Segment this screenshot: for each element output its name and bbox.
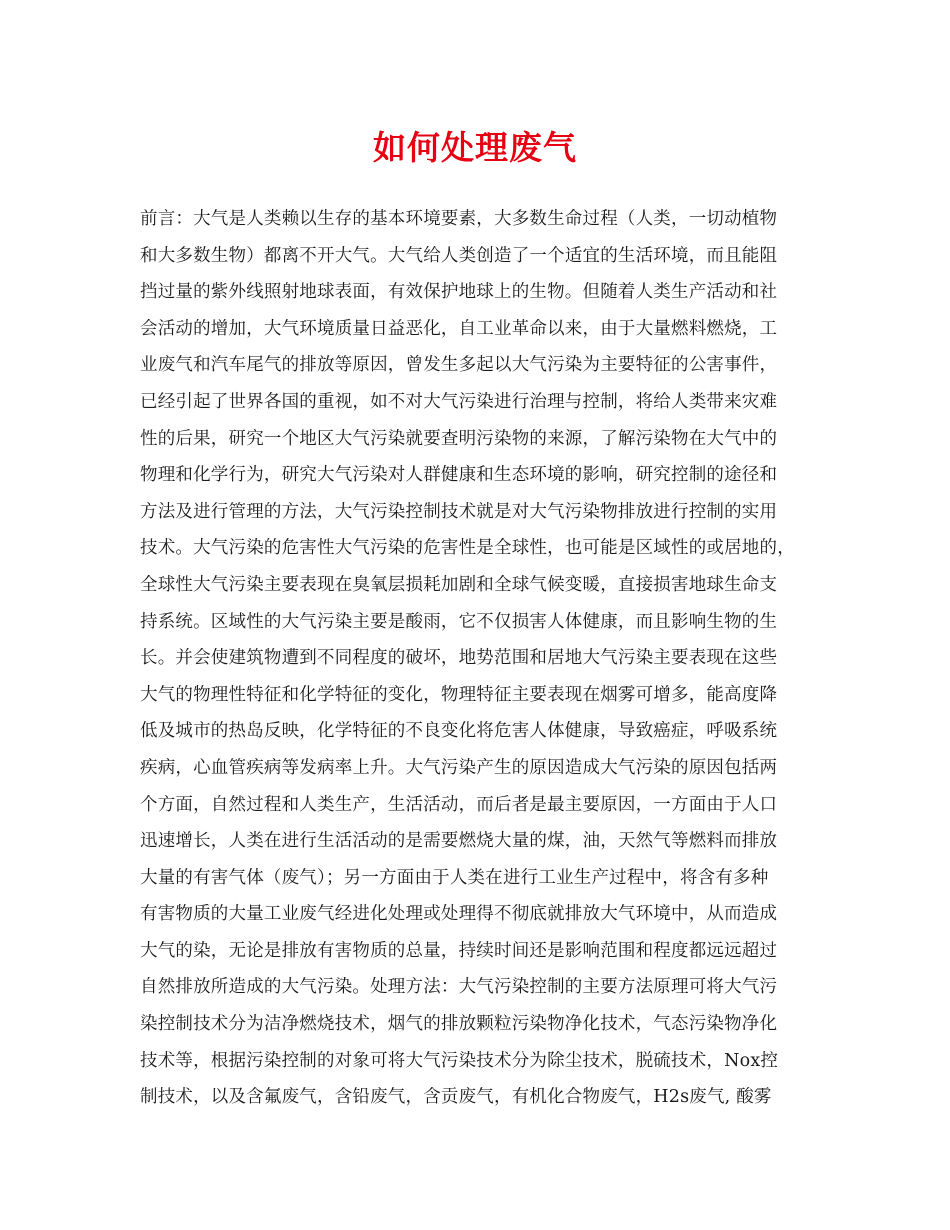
text-line: 染控制技术分为洁净燃烧技术，烟气的排放颗粒污染物净化技术，气态污染物净化 <box>140 1014 778 1035</box>
text-line: 长。并会使建筑物遭到不同程度的破坏，地势范围和居地大气污染主要表现在这些 <box>140 648 778 669</box>
text-line: 会活动的增加，大气环境质量日益恶化，自工业革命以来，由于大量燃料燃烧，工 <box>140 318 778 339</box>
text-line: 和大多数生物）都离不开大气。大气给人类创造了一个适宜的生活环境，而且能阻 <box>140 245 778 266</box>
text-line: 低及城市的热岛反映，化学特征的不良变化将危害人体健康，导致癌症，呼吸系统 <box>140 721 778 742</box>
text-line: 方法及进行管理的方法，大气污染控制技术就是对大气污染物排放进行控制的实用 <box>140 501 778 522</box>
text-line: 性的后果，研究一个地区大气污染就要查明污染物的来源，了解污染物在大气中的 <box>140 428 778 449</box>
text-line: 技术等，根据污染控制的对象可将大气污染技术分为除尘技术，脱硫技术，Nox控 <box>140 1050 779 1071</box>
text-line: 迅速增长，人类在进行生活活动的是需要燃烧大量的煤，油，天然气等燃料而排放 <box>140 831 778 852</box>
text-line: 疾病，心血管疾病等发病率上升。大气污染产生的原因造成大气污染的原因包括两 <box>140 757 778 778</box>
text-line: 业废气和汽车尾气的排放等原因，曾发生多起以大气污染为主要特征的公害事件， <box>140 355 778 376</box>
text-line: 大量的有害气体（废气）；另一方面由于人类在进行工业生产过程中，将含有多种 <box>140 867 769 888</box>
text-line: 大气的物理性特征和化学特征的变化，物理特征主要表现在烟雾可增多，能高度降 <box>140 684 778 705</box>
text-line: 挡过量的紫外线照射地球表面，有效保护地球上的生物。但随着人类生产活动和社 <box>140 282 778 303</box>
text-line: 自然排放所造成的大气污染。处理方法：大气污染控制的主要方法原理可将大气污 <box>140 977 778 998</box>
text-line: 制技术，以及含氟废气，含铅废气，含贡废气，有机化合物废气，H2s废气, 酸雾 <box>140 1087 772 1108</box>
text-line: 有害物质的大量工业废气经进化处理或处理得不彻底就排放大气环境中，从而造成 <box>140 904 778 925</box>
text-line: 大气的染，无论是排放有害物质的总量，持续时间还是影响范围和程度都远远超过 <box>140 940 778 961</box>
text-line: 物理和化学行为，研究大气污染对人群健康和生态环境的影响，研究控制的途径和 <box>140 465 778 486</box>
text-line: 已经引起了世界各国的重视，如不对大气污染进行治理与控制，将给人类带来灾难 <box>140 391 778 412</box>
text-line: 全球性大气污染主要表现在臭氧层损耗加剧和全球气候变暖，直接损害地球生命支 <box>140 574 778 595</box>
page-title: 如何处理废气 <box>373 128 577 167</box>
body-text <box>140 201 830 1116</box>
text-line: 个方面，自然过程和人类生产，生活活动，而后者是最主要原因，一方面由于人口 <box>140 794 778 815</box>
text-line: 前言：大气是人类赖以生存的基本环境要素，大多数生命过程（人类，一切动植物 <box>140 209 778 229</box>
text-line: 持系统。区域性的大气污染主要是酸雨，它不仅损害人体健康，而且影响生物的生 <box>140 611 778 632</box>
text-line: 技术。大气污染的危害性大气污染的危害性是全球性，也可能是区域性的或居地的， <box>140 538 795 559</box>
